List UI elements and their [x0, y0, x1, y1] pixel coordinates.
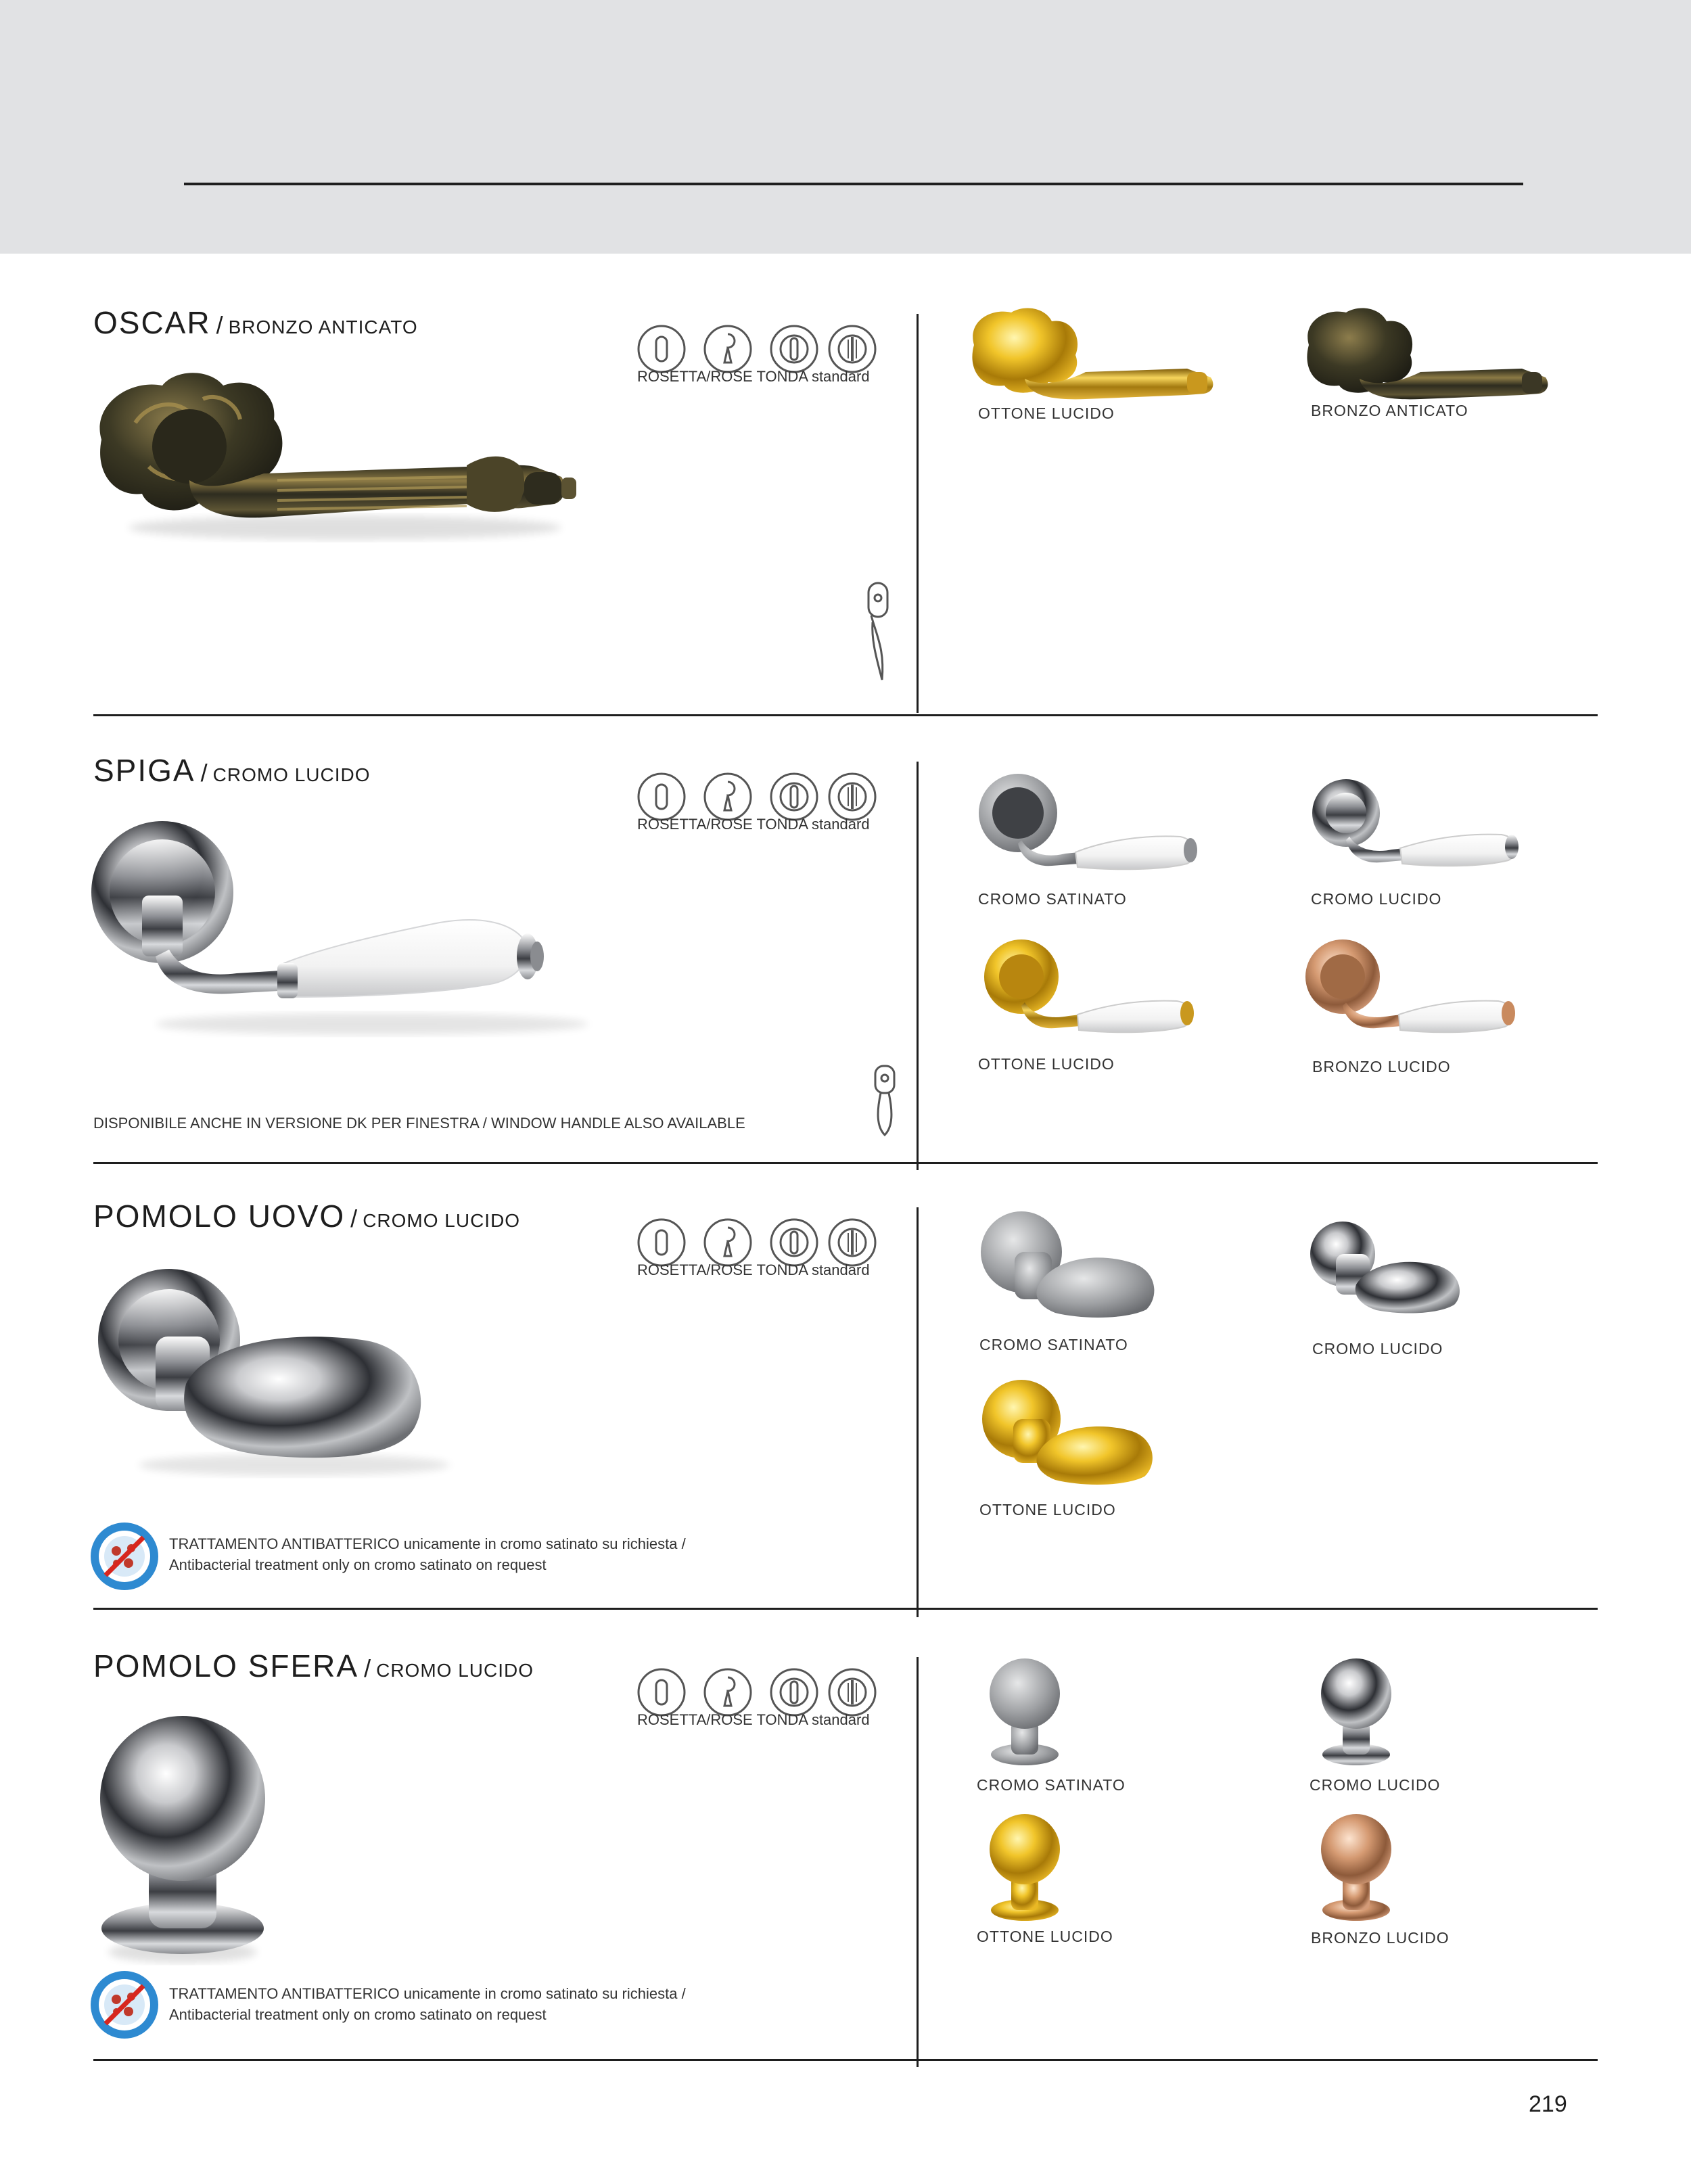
variant-label: OTTONE LUCIDO — [977, 1928, 1113, 1945]
product-name: POMOLO SFERA — [93, 1648, 359, 1683]
rosetta-label: ROSETTA/ROSE TONDA standard — [637, 368, 870, 385]
divider-horizontal — [93, 1608, 1598, 1610]
header-band — [0, 0, 1691, 254]
variant-image-cromo-lucido — [1312, 1653, 1400, 1768]
product-title: POMOLO SFERA / CROMO LUCIDO — [93, 1648, 534, 1683]
divider-vertical — [917, 1207, 919, 1617]
variant-image-cromo-satinato — [974, 1205, 1163, 1320]
variant-image-ottone-lucido — [981, 1809, 1069, 1924]
variant-image-ottone-lucido — [971, 936, 1214, 1038]
oscar-main-image — [88, 365, 582, 568]
rosetta-label: ROSETTA/ROSE TONDA standard — [637, 816, 870, 833]
product-name: POMOLO UOVO — [93, 1199, 346, 1234]
variant-image-cromo-lucido — [1305, 1217, 1481, 1318]
variant-label: OTTONE LUCIDO — [979, 1501, 1116, 1518]
variant-label: BRONZO LUCIDO — [1311, 1929, 1450, 1947]
product-title: OSCAR / BRONZO ANTICATO — [93, 305, 418, 340]
product-finish: CROMO LUCIDO — [363, 1210, 521, 1231]
product-finish: CROMO LUCIDO — [212, 764, 371, 785]
rosette-keyhole-icon — [702, 323, 754, 375]
antibacterial-badge-icon — [89, 1521, 160, 1591]
divider-vertical — [917, 762, 919, 1170]
variant-image-cromo-satinato — [981, 1653, 1069, 1768]
variant-label: CROMO LUCIDO — [1310, 1776, 1441, 1794]
rosette-privacy-icon — [768, 1217, 820, 1268]
variant-label: CROMO LUCIDO — [1311, 890, 1442, 908]
rosette-blank-icon — [636, 323, 687, 375]
variant-image-ottone-lucido — [964, 304, 1221, 406]
variant-image-ottone-lucido — [974, 1375, 1163, 1490]
pomolo-sfera-main-image — [88, 1712, 277, 1969]
rosette-keyhole-icon — [702, 1217, 754, 1268]
dk-note: DISPONIBILE ANCHE IN VERSIONE DK PER FINESTRA / WINDOW HANDLE ALSO AVAILABLE — [93, 1115, 745, 1132]
divider-horizontal — [93, 1162, 1598, 1164]
rosette-turn-icon — [827, 1667, 878, 1718]
window-handle-icon — [864, 582, 891, 683]
rosette-turn-icon — [827, 1217, 878, 1268]
variant-label: CROMO LUCIDO — [1312, 1340, 1443, 1357]
antibacterial-note: TRATTAMENTO ANTIBATTERICO unicamente in cromo satinato su richiesta / Antibacterial treatment only on cromo satinato on request — [169, 1535, 686, 1573]
product-finish: CROMO LUCIDO — [376, 1660, 534, 1681]
divider-horizontal — [93, 714, 1598, 716]
product-title: SPIGA / CROMO LUCIDO — [93, 753, 371, 788]
variant-label: CROMO SATINATO — [979, 1336, 1128, 1353]
page-number: 219 — [1529, 2091, 1567, 2117]
product-name: SPIGA — [93, 753, 195, 788]
variant-label: CROMO SATINATO — [978, 890, 1127, 908]
antibacterial-badge-icon — [89, 1970, 160, 2040]
header-rule — [184, 183, 1523, 185]
antibacterial-note: TRATTAMENTO ANTIBATTERICO unicamente in cromo satinato su richiesta / Antibacterial treatment only on cromo satinato on request — [169, 1985, 686, 2023]
variant-label: OTTONE LUCIDO — [978, 1055, 1115, 1073]
rosette-blank-icon — [636, 771, 687, 822]
divider-horizontal — [93, 2059, 1598, 2061]
rosette-blank-icon — [636, 1667, 687, 1718]
product-title: POMOLO UOVO / CROMO LUCIDO — [93, 1199, 521, 1234]
pomolo-uovo-main-image — [91, 1262, 470, 1485]
divider-vertical — [917, 314, 919, 713]
variant-label: BRONZO ANTICATO — [1311, 402, 1468, 419]
rosette-turn-icon — [827, 323, 878, 375]
rosette-keyhole-icon — [702, 1667, 754, 1718]
variant-image-bronzo-lucido — [1312, 1809, 1400, 1924]
rosetta-label: ROSETTA/ROSE TONDA standard — [637, 1711, 870, 1728]
variant-image-bronzo-anticato — [1299, 304, 1556, 406]
variant-image-cromo-satinato — [971, 772, 1214, 874]
variant-image-cromo-lucido — [1305, 772, 1549, 874]
rosette-privacy-icon — [768, 1667, 820, 1718]
variant-label: OTTONE LUCIDO — [978, 404, 1115, 422]
variant-label: BRONZO LUCIDO — [1312, 1058, 1451, 1075]
spiga-main-image — [88, 814, 602, 1044]
window-handle-icon — [873, 1065, 897, 1139]
rosette-turn-icon — [827, 771, 878, 822]
rosetta-label: ROSETTA/ROSE TONDA standard — [637, 1261, 870, 1278]
product-finish: BRONZO ANTICATO — [228, 317, 418, 338]
divider-vertical — [917, 1657, 919, 2067]
variant-image-bronzo-lucido — [1295, 936, 1539, 1038]
rosette-keyhole-icon — [702, 771, 754, 822]
product-name: OSCAR — [93, 305, 211, 340]
rosette-blank-icon — [636, 1217, 687, 1268]
rosette-privacy-icon — [768, 323, 820, 375]
variant-label: CROMO SATINATO — [977, 1776, 1126, 1794]
rosette-privacy-icon — [768, 771, 820, 822]
